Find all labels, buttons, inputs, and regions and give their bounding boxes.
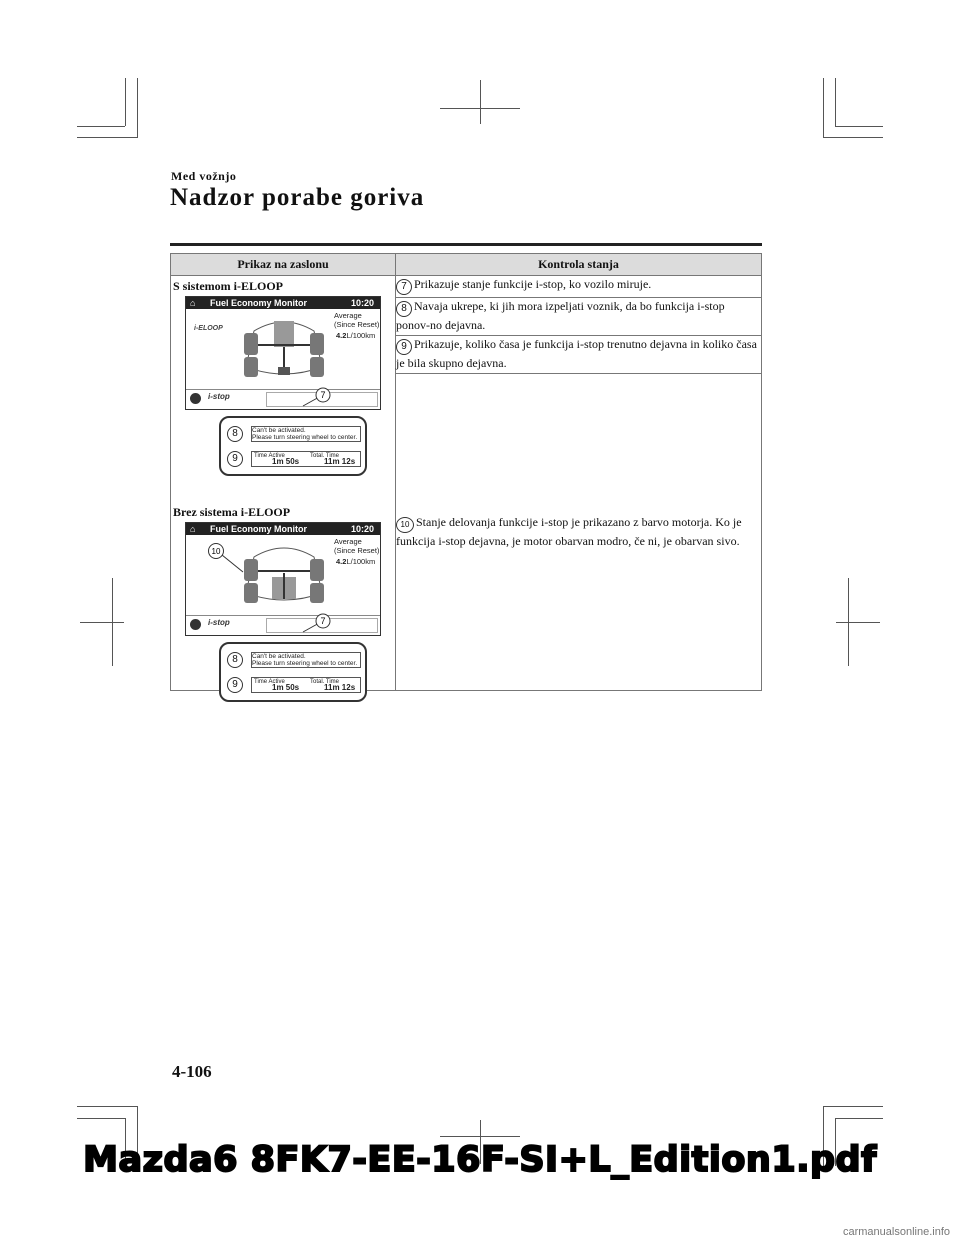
average-label	[334, 311, 379, 329]
without-eloop-label: Brez sistema i-ELOOP	[173, 505, 291, 519]
callout-7-icon	[301, 386, 331, 416]
home-icon: ⌂	[190, 298, 196, 308]
status-item-10	[396, 374, 762, 691]
callout-7-icon	[301, 612, 331, 642]
screen-title-bar	[186, 523, 380, 535]
crop-mark	[823, 137, 883, 138]
time-active-label: Time Active	[254, 453, 285, 459]
callout-10-icon	[207, 542, 247, 576]
screen-clock: 10:20	[350, 524, 374, 534]
average-label-line2: (Since Reset)	[334, 320, 380, 329]
item-number-icon: 9	[396, 339, 412, 355]
status-item-8	[396, 297, 762, 335]
screen-title: Fuel Economy Monitor	[210, 524, 308, 534]
crop-mark	[440, 1136, 520, 1137]
istop-popup	[219, 642, 367, 702]
screen-title-bar	[186, 297, 380, 309]
callout-8-icon: 8	[227, 652, 243, 668]
average-label	[334, 537, 379, 555]
item-text: Stanje delovanja funkcije i-stop je prikazano z barvo motorja. Ko je funkcija i-stop dejavna, je motor obarvan modro, če ni, je obarvan sivo.	[396, 515, 742, 549]
total-time-label: Total. Time	[310, 453, 340, 459]
istop-label: i-stop	[208, 392, 230, 401]
car-illustration-icon	[240, 537, 328, 609]
istop-icon	[190, 619, 201, 630]
page-title: Nadzor porabe goriva	[170, 184, 425, 211]
crop-mark	[835, 126, 883, 127]
total-time-value: 11m 12s	[324, 683, 356, 692]
eloop-label: i-ELOOP	[194, 325, 223, 332]
fuel-monitor-screen	[185, 296, 381, 410]
average-label-line1: Average	[334, 537, 362, 546]
crop-mark	[77, 137, 137, 138]
time-active-label: Time Active	[254, 679, 285, 685]
crop-mark	[835, 78, 836, 126]
column-header-status: Kontrola stanja	[396, 254, 762, 276]
istop-row	[186, 615, 380, 634]
car-illustration-icon	[240, 311, 328, 383]
crop-mark	[823, 1106, 883, 1107]
item-number-icon: 10	[396, 517, 414, 533]
fuel-economy-value	[336, 331, 375, 340]
status-table	[170, 253, 762, 691]
average-label-line1: Average	[334, 311, 362, 320]
display-illustrations	[171, 276, 396, 691]
crop-mark	[125, 78, 126, 126]
status-item-7	[396, 276, 762, 298]
message-line1: Can't be activated.	[252, 427, 306, 434]
istop-icon	[190, 393, 201, 404]
istop-row	[186, 389, 380, 408]
fuel-economy-value	[336, 557, 375, 566]
crop-mark	[137, 78, 138, 138]
callout-9-icon: 9	[227, 677, 243, 693]
fuel-monitor-screen-no-eloop	[185, 522, 381, 636]
crop-mark	[440, 108, 520, 109]
time-active-value: 1m 50s	[272, 457, 300, 466]
item-number-icon: 8	[396, 301, 412, 317]
callout-8-icon: 8	[227, 426, 243, 442]
column-header-display: Prikaz na zaslonu	[171, 254, 396, 276]
crop-mark	[480, 80, 481, 124]
total-time-label: Total. Time	[310, 679, 340, 685]
fuel-value: 4.2	[336, 331, 347, 340]
fuel-unit: L/100km	[346, 557, 376, 566]
crop-mark	[835, 1118, 883, 1119]
istop-popup	[219, 416, 367, 476]
svg-text:7: 7	[320, 390, 326, 400]
crop-mark	[836, 622, 880, 623]
item-text: Navaja ukrepe, ki jih mora izpeljati voznik, da bo funkcija i-stop ponov-no dejavna.	[396, 298, 725, 332]
section-label: Med vožnjo	[171, 169, 237, 183]
istop-message	[251, 426, 361, 442]
with-eloop-label: S sistemom i-ELOOP	[173, 279, 283, 293]
time-active-value: 1m 50s	[272, 683, 300, 692]
item-number-icon: 7	[396, 279, 412, 295]
total-time-value: 11m 12s	[324, 457, 356, 466]
crop-mark	[823, 78, 824, 138]
istop-message	[251, 652, 361, 668]
status-item-9	[396, 335, 762, 373]
fuel-unit: L/100km	[346, 331, 376, 340]
crop-mark	[77, 1118, 125, 1119]
home-icon: ⌂	[190, 524, 196, 534]
crop-mark	[80, 622, 124, 623]
istop-label: i-stop	[208, 618, 230, 627]
callout-9-icon: 9	[227, 451, 243, 467]
screen-clock: 10:20	[350, 298, 374, 308]
footer-filename: Mazda6 8FK7-EE-16F-SI+L_Edition1.pdf	[83, 1140, 877, 1180]
average-label-line2: (Since Reset)	[334, 546, 380, 555]
fuel-value: 4.2	[336, 557, 347, 566]
crop-mark	[77, 126, 125, 127]
header-divider	[170, 243, 762, 246]
screen-title: Fuel Economy Monitor	[210, 298, 308, 308]
crop-mark	[77, 1106, 137, 1107]
page-number: 4-106	[172, 1062, 212, 1081]
item-text: Prikazuje stanje funkcije i-stop, ko vozilo miruje.	[414, 277, 652, 291]
message-line2: Please turn steering wheel to center.	[252, 660, 358, 667]
message-line2: Please turn steering wheel to center.	[252, 434, 358, 441]
svg-text:10: 10	[211, 547, 221, 556]
item-text: Prikazuje, koliko časa je funkcija i-stop trenutno dejavna in koliko časa je bila skupno dejavna.	[396, 336, 757, 370]
site-watermark: carmanualsonline.info	[842, 1226, 950, 1238]
message-line1: Can't be activated.	[252, 653, 306, 660]
istop-time-box	[251, 677, 361, 693]
istop-time-box	[251, 451, 361, 467]
svg-text:7: 7	[320, 616, 326, 626]
